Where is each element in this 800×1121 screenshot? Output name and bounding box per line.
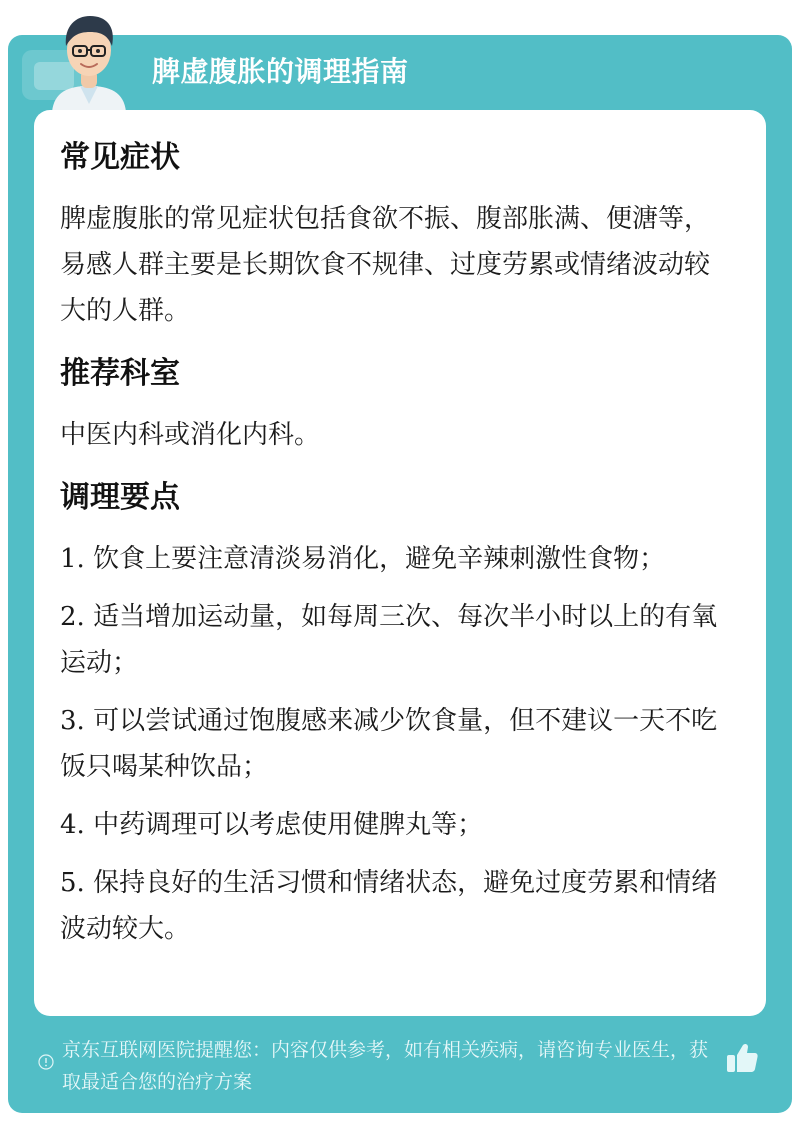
info-icon <box>38 1054 54 1070</box>
list-item-text: 中药调理可以考虑使用健脾丸等； <box>93 810 484 840</box>
page-title: 脾虚腹胀的调理指南 <box>152 55 409 88</box>
list-item-number: 3. <box>60 706 85 736</box>
list-item-text: 饮食上要注意清淡易消化，避免辛辣刺激性食物； <box>93 544 666 574</box>
content-card <box>34 110 766 1016</box>
thumbs-up-icon[interactable] <box>724 1040 760 1076</box>
list-item-text: 保持良好的生活习惯和情绪状态，避免过度劳累和情绪波动较大。 <box>60 868 718 944</box>
list-item <box>60 860 730 952</box>
department-heading: 推荐科室 <box>60 356 180 391</box>
list-item-number: 2. <box>60 602 85 632</box>
symptoms-text: 脾虚腹胀的常见症状包括食欲不振、腹部胀满、便溏等，易感人群主要是长期饮食不规律、过度劳累或情绪波动较大的人群。 <box>60 204 711 326</box>
tips-list <box>60 536 730 952</box>
symptoms-heading: 常见症状 <box>60 140 180 175</box>
doctor-avatar-icon <box>46 8 132 112</box>
department-text: 中医内科或消化内科。 <box>60 420 321 450</box>
list-item-text: 适当增加运动量，如每周三次、每次半小时以上的有氧运动； <box>60 602 718 678</box>
list-item-number: 4. <box>60 810 85 840</box>
card-content <box>60 138 730 964</box>
list-item <box>60 698 730 790</box>
disclaimer-text: 京东互联网医院提醒您：内容仅供参考，如有相关疾病，请咨询专业医生，获取最适合您的治疗方案 <box>62 1039 709 1093</box>
list-item-text: 可以尝试通过饱腹感来减少饮食量，但不建议一天不吃饭只喝某种饮品； <box>60 706 718 782</box>
list-item <box>60 802 730 848</box>
list-item <box>60 594 730 686</box>
list-item <box>60 536 730 582</box>
list-item-number: 1. <box>60 544 85 574</box>
list-item-number: 5. <box>60 868 85 898</box>
tips-heading: 调理要点 <box>60 480 180 515</box>
